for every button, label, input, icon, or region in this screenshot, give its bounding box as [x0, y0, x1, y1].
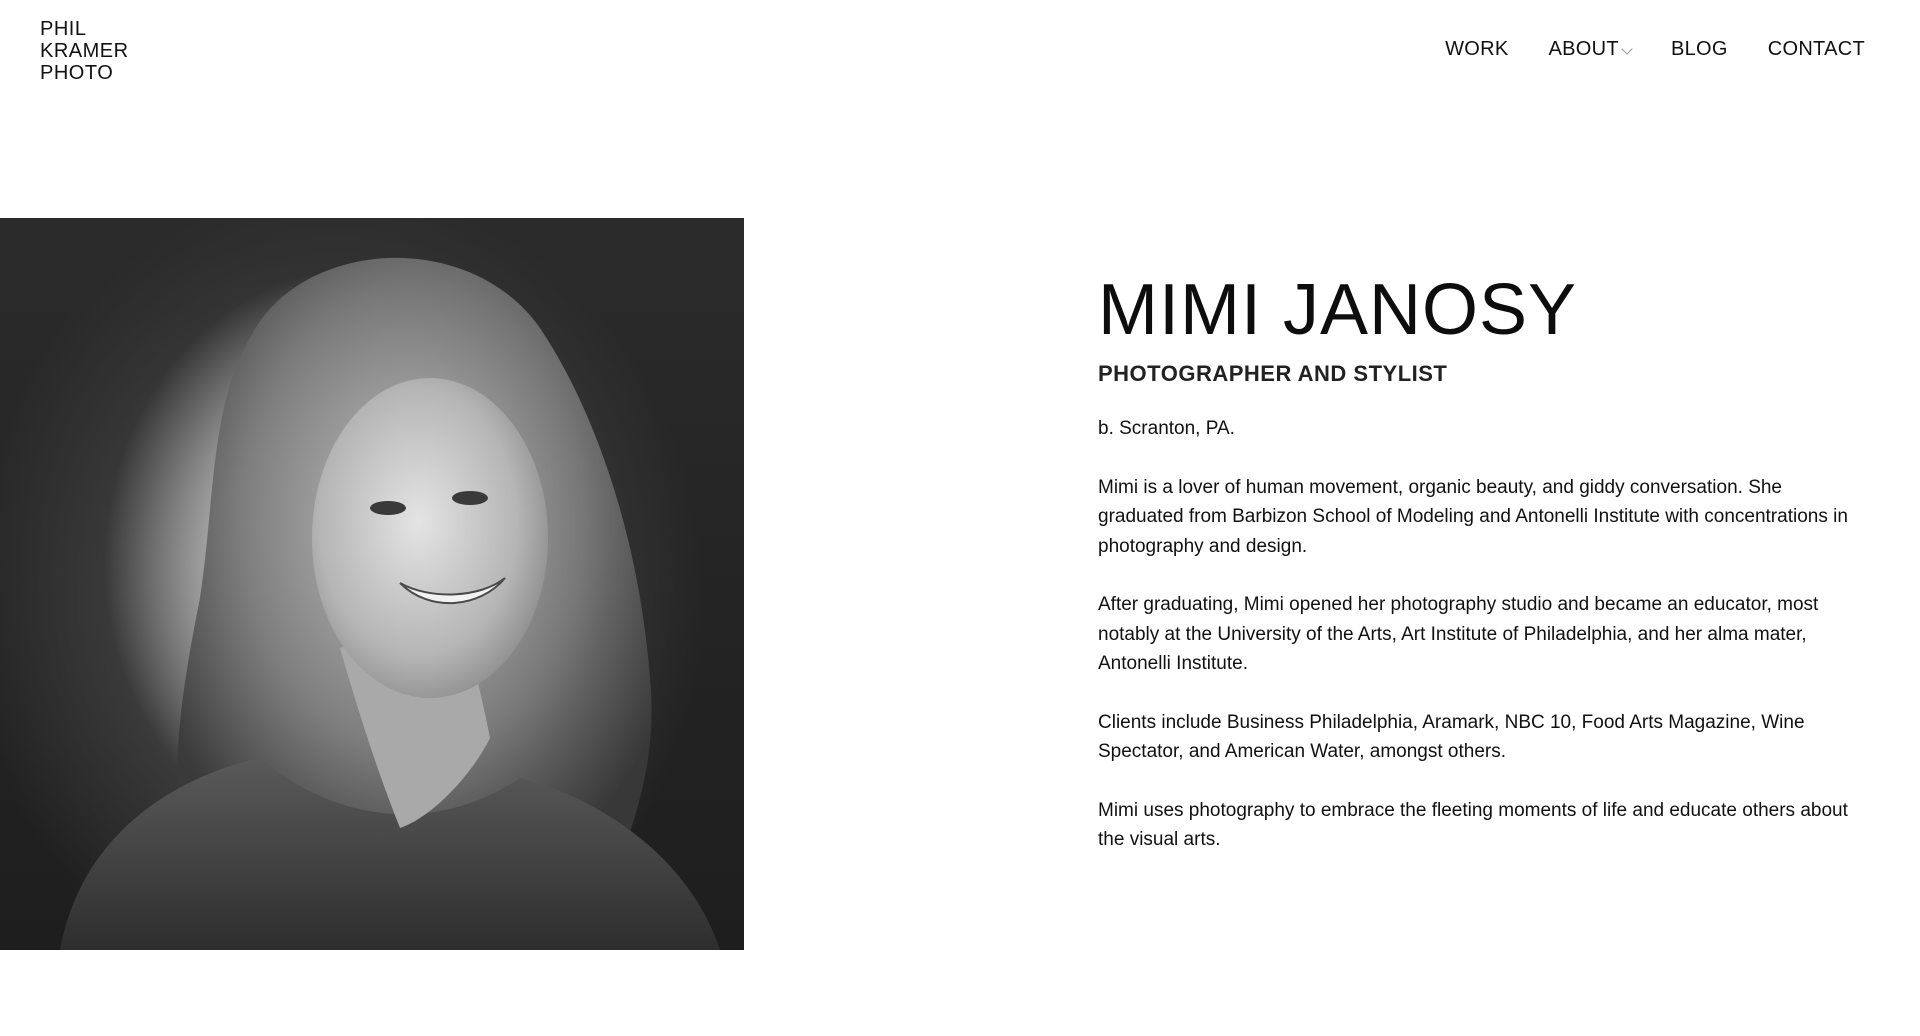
nav-work[interactable]	[1445, 38, 1508, 61]
nav-blog[interactable]	[1671, 38, 1728, 61]
bio-paragraph: b. Scranton, PA.	[1098, 418, 1235, 439]
profile-role: PHOTOGRAPHER AND STYLIST	[1098, 361, 1448, 386]
main-nav	[1445, 38, 1865, 61]
nav-about[interactable]	[1549, 38, 1631, 61]
nav-contact[interactable]	[1768, 38, 1865, 61]
nav-about-label: ABOUT	[1548, 38, 1619, 60]
portrait-photo	[0, 218, 744, 950]
chevron-down-icon	[1621, 43, 1632, 54]
logo-line-2: KRAMER	[40, 40, 129, 62]
bio-paragraph: Mimi uses photography to embrace the fleeting moments of life and educate others about the visual arts.	[1098, 799, 1848, 850]
site-header	[0, 0, 1920, 110]
bio-paragraph: After graduating, Mimi opened her photography studio and became an educator, most notably at the University of the Arts, Art Institute of Philadelphia, and her alma mater, Antonelli Institute.	[1098, 594, 1819, 674]
logo-line-3: PHOTO	[40, 62, 114, 84]
portrait-silhouette	[0, 218, 744, 950]
logo-line-1: PHIL	[40, 18, 87, 40]
bio-paragraph: Mimi is a lover of human movement, organic beauty, and giddy conversation. She graduated from Barbizon School of Modeling and Antonelli Institute with concentrations in photography and design.	[1098, 476, 1848, 557]
profile-bio	[1098, 268, 1858, 855]
bio-paragraph: Clients include Business Philadelphia, Aramark, NBC 10, Food Arts Magazine, Wine Spectator, and American Water, amongst others.	[1098, 711, 1805, 762]
nav-blog-label: BLOG	[1670, 38, 1728, 60]
profile-name: MIMI JANOSY	[1098, 270, 1578, 350]
nav-contact-label: CONTACT	[1767, 38, 1865, 60]
site-logo[interactable]	[40, 18, 129, 84]
nav-work-label: WORK	[1445, 38, 1509, 60]
